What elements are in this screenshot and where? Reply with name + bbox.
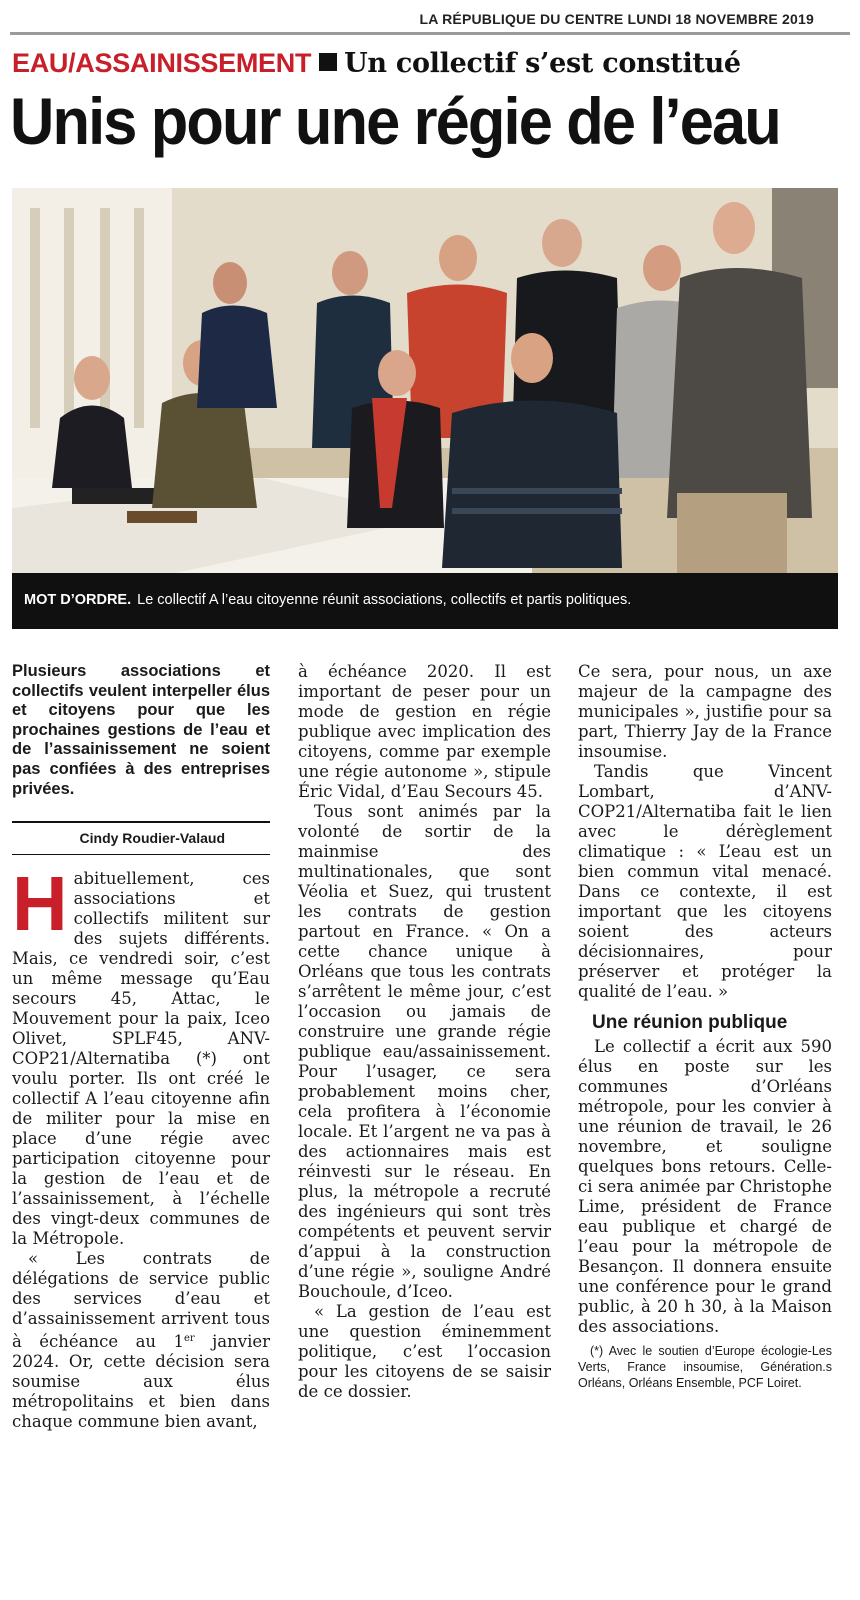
photo-caption <box>12 573 838 629</box>
footnote: (*) Avec le soutien d’Europe écologie-Les Verts, France insoumise, Génération.s Orléans, Orléans Ensemble, PCF Loiret. <box>578 1344 832 1390</box>
column-1 <box>12 662 270 1432</box>
paragraph-5: « La gestion de l’eau est une question éminemment politique, c’est l’occasion pour les citoyens de se saisir de ce dossier. <box>298 1302 551 1401</box>
caption-label: MOT D’ORDRE. <box>24 592 132 608</box>
byline: Cindy Roudier-Valaud <box>12 821 270 855</box>
headline: Unis pour une régie de l’eau <box>10 84 780 158</box>
kicker-category: EAU/ASSAINISSEMENT <box>12 48 312 78</box>
subheading: Une réunion publique <box>592 1012 788 1033</box>
paragraph-8: Le collectif a écrit aux 590 élus en poste sur les communes d’Orléans métropole, pour les convier à une réunion de travail, le 26 novembre, et souligne quelques bons retours. Celle-ci sera animée par Christophe Lime, président de France eau publique et chargé de l’eau pour la métropole de Besançon. Il donnera ensuite une conférence pour le grand public, à 20 h 30, à la Maison des associations. <box>578 1037 832 1336</box>
drop-cap: H <box>12 861 68 948</box>
group-photo-illustration <box>12 188 838 618</box>
column-2 <box>298 662 551 1402</box>
paragraph-7: Tandis que Vincent Lombart, d’ANV-COP21/Alternatiba fait le lien avec le dérèglement climatique : « L’eau est un bien commun vital menacé. Dans ce contexte, il est important que les citoyens soient des acteurs décisionnaires, pour préserver et protéger la qualité de l’eau. » <box>578 762 832 1001</box>
paragraph-2 <box>12 1249 270 1432</box>
paragraph-2-text-a: « Les contrats de délégations de service public des services d’eau et d’assainissement arrivent tous à échéance au 1 <box>12 1249 270 1352</box>
masthead <box>0 0 860 34</box>
paragraph-2-text-b: janvier 2024. Or, cette décision sera soumise aux élus métropolitains et bien dans chaque commune bien avant, <box>12 1332 270 1432</box>
caption-text: Le collectif A l’eau citoyenne réunit associations, collectifs et partis politiques. <box>137 592 632 608</box>
kicker <box>12 48 741 84</box>
superscript-er: er <box>184 1333 195 1345</box>
chapo: Plusieurs associations et collectifs veulent interpeller élus et citoyens pour que les prochaines gestions de l’eau et de l’assainissement ne soient pas confiées à des entreprises privées. <box>12 662 270 798</box>
kicker-subtitle: Un collectif s’est constitué <box>344 48 741 79</box>
paragraph-1-text: abituellement, ces associations et collectifs militent sur des sujets différents. Mais, ce vendredi soir, c’est un même message qu’Eau secours 45, Attac, le Mouvement pour la paix, Iceo Olivet, SPLF45, ANV-COP21/Alternatiba (*) ont voulu porter. Ils ont créé le collectif A l’eau citoyenne afin de militer pour la mise en place d’une régie avec participation citoyenne pour la gestion de l’eau et de l’assainissement, à l’échelle des vingt-deux communes de la Métropole. <box>12 869 270 1249</box>
article-photo <box>12 188 838 618</box>
paragraph-1 <box>12 861 270 1249</box>
paragraph-4: Tous sont animés par la volonté de sortir de la mainmise des multinationales, que sont Véolia et Suez, qui trustent les contrats de gestion partout en France. « On a cette chance unique à Orléans que tous les contrats s’arrêtent le même jour, c’est l’occasion ou jamais de construire une grande régie publique eau/assainissement. Pour l’usager, ce sera probablement moins cher, cela profitera à l’économie locale. Et l’argent ne va pas à des actionnaires mais est réinvesti sur le réseau. En plus, la métropole a recruté des ingénieurs qui sont très compétents et peuvent servir d’appui à la construction d’une régie », souligne André Bouchoule, d’Iceo. <box>298 802 551 1301</box>
paragraph-3: à échéance 2020. Il est important de peser pour un mode de gestion en régie publique avec implication des citoyens, comme par exemple une régie autonome », stipule Éric Vidal, d’Eau Secours 45. <box>298 662 551 801</box>
masthead-text: LA RÉPUBLIQUE DU CENTRE LUNDI 18 NOVEMBRE 2019 <box>419 11 814 27</box>
paragraph-6: Ce sera, pour nous, un axe majeur de la campagne des municipales », justifie pour sa part, Thierry Jay de la France insoumise. <box>578 662 832 761</box>
square-bullet-icon <box>319 53 337 71</box>
column-3 <box>578 662 832 1391</box>
masthead-rule <box>10 32 850 35</box>
